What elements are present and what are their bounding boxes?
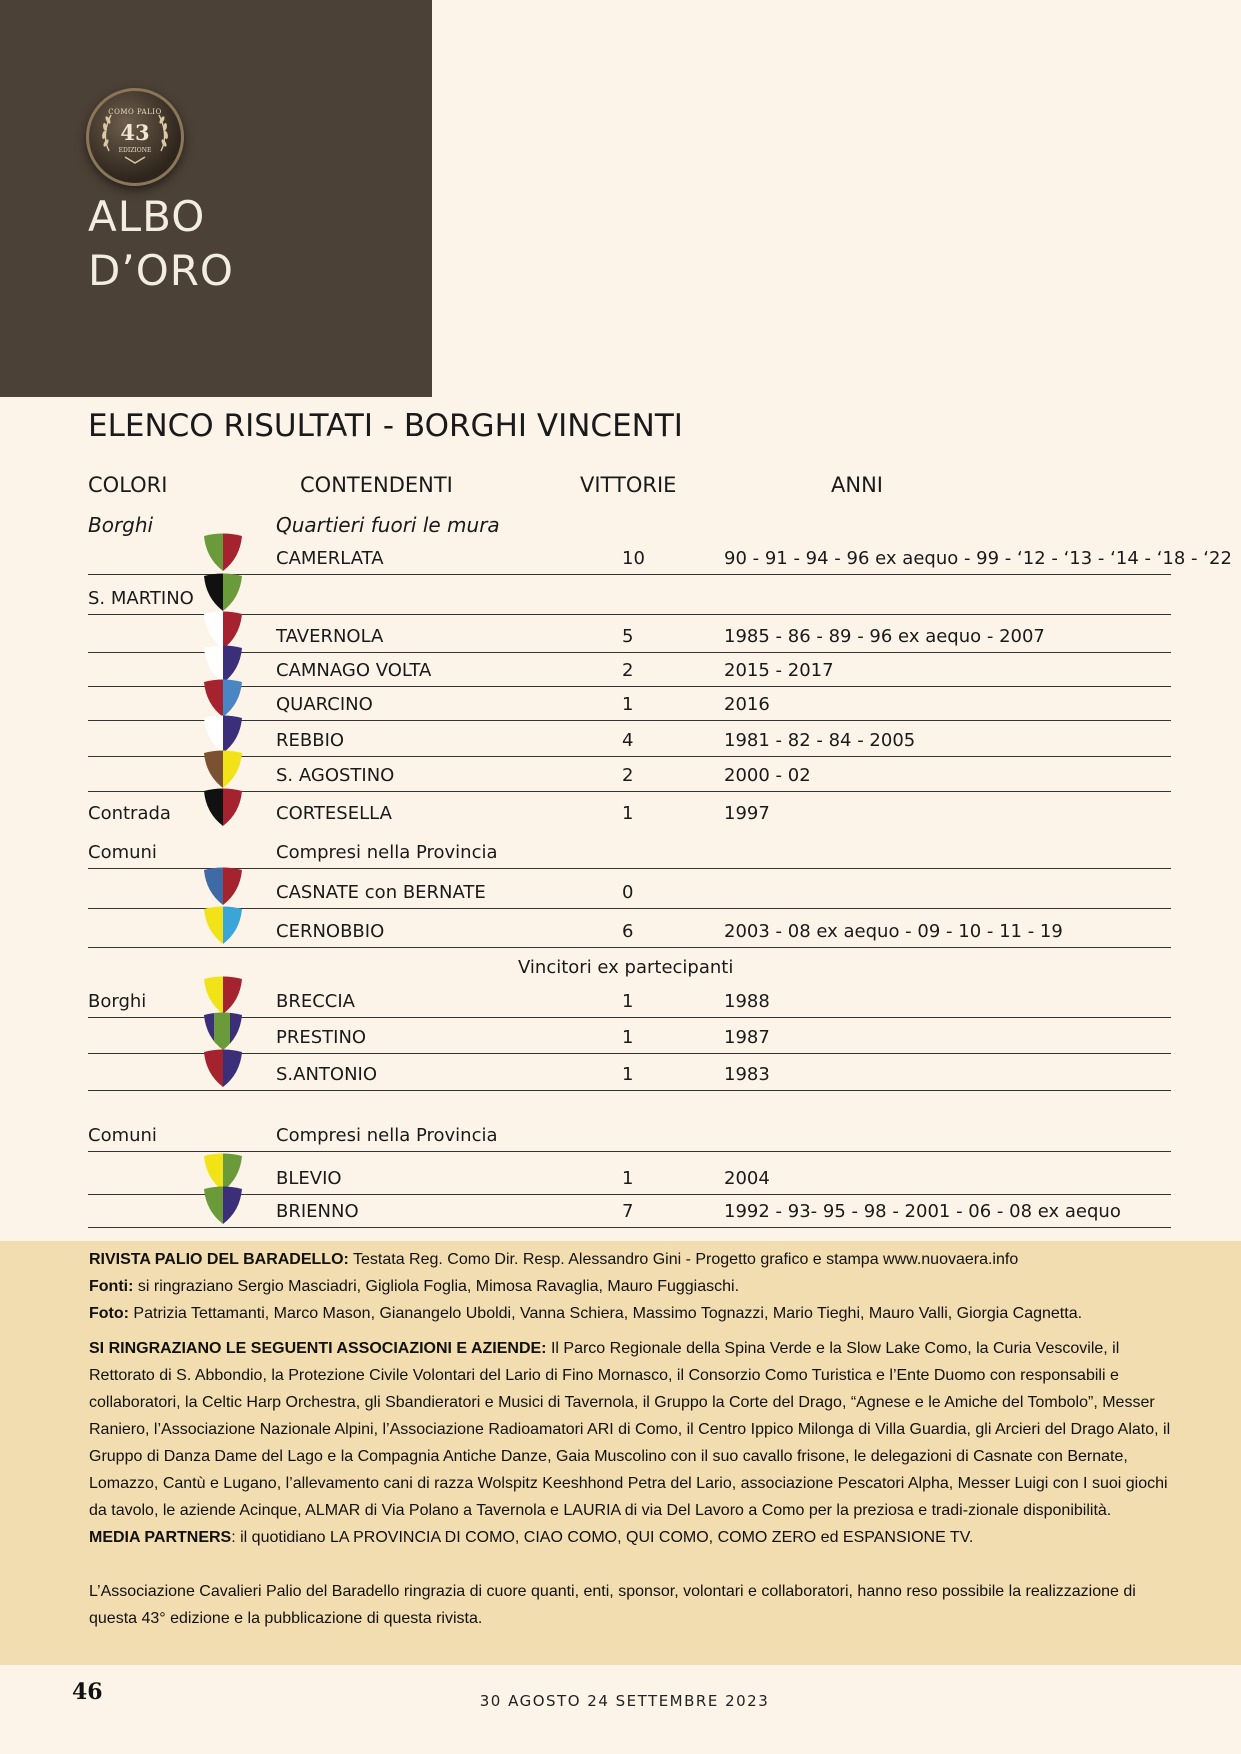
vittorie-count: 10 xyxy=(622,548,645,569)
contendente-name: BRIENNO xyxy=(276,1201,359,1222)
row-label: Comuni xyxy=(88,1125,157,1146)
vittorie-count: 6 xyxy=(622,921,634,942)
borgo-shield-icon xyxy=(202,787,244,827)
contendente-name: CERNOBBIO xyxy=(276,921,385,942)
table-row xyxy=(88,757,1171,792)
table-row xyxy=(88,1117,1171,1152)
anni-list: 90 - 91 - 94 - 96 ex aequo - 99 - ‘12 - ‘13 - ‘14 - ‘18 - ‘22 xyxy=(724,548,1232,569)
medal-bottom-text: EDIZIONE xyxy=(118,147,152,154)
borgo-shield-icon xyxy=(202,749,244,789)
anni-list: 1983 xyxy=(724,1064,770,1085)
table-row xyxy=(88,1019,1171,1054)
table-row xyxy=(88,652,1171,687)
credits-closing: L’Associazione Cavalieri Palio del Baradello ringrazia di cuore quanti, enti, sponsor, volontari e collaboratori, hanno reso possibile la realizzazione di questa 43° edizione e la pubblicazione di questa rivista. xyxy=(89,1583,1136,1627)
table-row xyxy=(88,618,1171,653)
medal-number: 43 xyxy=(120,120,150,145)
contendente-name: QUARCINO xyxy=(276,694,373,715)
vittorie-count: 1 xyxy=(622,991,634,1012)
page-number: 46 xyxy=(72,1679,103,1705)
credits-fonti: Fonti: si ringraziano Sergio Masciadri, Gigliola Foglia, Mimosa Ravaglia, Mauro Fuggiaschi. xyxy=(89,1278,740,1295)
borgo-shield-icon xyxy=(202,1011,244,1051)
anni-list: 2004 xyxy=(724,1168,770,1189)
table-row xyxy=(88,951,1171,985)
borgo-shield-icon xyxy=(202,714,244,754)
credits-media-partners: MEDIA PARTNERS: il quotidiano LA PROVINCIA DI COMO, CIAO COMO, QUI COMO, COMO ZERO ed ESPANSIONE TV. xyxy=(89,1529,974,1546)
borgo-shield-icon xyxy=(202,975,244,1015)
page-title-line1: ALBO xyxy=(88,192,206,241)
page-title xyxy=(88,190,234,298)
borgo-shield-icon xyxy=(202,905,244,945)
anni-list: 2003 - 08 ex aequo - 09 - 10 - 11 - 19 xyxy=(724,921,1063,942)
medal-top-text: COMO PALIO xyxy=(108,108,162,116)
anni-list: 1997 xyxy=(724,803,770,824)
contendente-name: S.ANTONIO xyxy=(276,1064,378,1085)
table-row xyxy=(88,834,1171,869)
column-header-colori: COLORI xyxy=(88,473,168,497)
table-row xyxy=(88,505,1171,539)
contendente-name: S. AGOSTINO xyxy=(276,765,395,786)
row-label: S. MARTINO xyxy=(88,588,194,609)
credits-foto: Foto: Patrizia Tettamanti, Marco Mason, Gianangelo Uboldi, Vanna Schiera, Massimo Tognazzi, Mario Tieghi, Mauro Valli, Giorgia Cagnetta. xyxy=(89,1305,1083,1322)
borgo-shield-icon xyxy=(202,866,244,906)
vittorie-count: 2 xyxy=(622,765,634,786)
column-header-anni: ANNI xyxy=(831,473,883,497)
anni-list: 1981 - 82 - 84 - 2005 xyxy=(724,730,916,751)
borgo-shield-icon xyxy=(202,572,244,612)
contendente-name: PRESTINO xyxy=(276,1027,367,1048)
contendente-name: CORTESELLA xyxy=(276,803,392,824)
table-row xyxy=(88,722,1171,757)
table-row xyxy=(88,1193,1171,1228)
table-row xyxy=(88,1056,1171,1091)
vittorie-count: 1 xyxy=(622,1064,634,1085)
contendente-name: TAVERNOLA xyxy=(276,626,384,647)
contendente-name: Compresi nella Provincia xyxy=(276,842,498,863)
table-row xyxy=(88,686,1171,721)
table-row xyxy=(88,874,1171,909)
section-title: ELENCO RISULTATI - BORGHI VINCENTI xyxy=(88,408,683,444)
anni-list: 2000 - 02 xyxy=(724,765,811,786)
table-row xyxy=(88,1160,1171,1195)
credits-text xyxy=(89,1246,1171,1632)
contendente-name: CAMNAGO VOLTA xyxy=(276,660,432,681)
contendente-name: Quartieri fuori le mura xyxy=(276,513,500,537)
borgo-shield-icon xyxy=(202,678,244,718)
vittorie-count: 1 xyxy=(622,1168,634,1189)
contendente-name: BLEVIO xyxy=(276,1168,342,1189)
credits-ringraziamenti: SI RINGRAZIANO LE SEGUENTI ASSOCIAZIONI E AZIENDE: Il Parco Regionale della Spina Verde e la Slow Lake Como, la Curia Vescovile, il Rettorato di S. Abbondio, la Protezione Civile Volontari del Lario di Fino Mornasco, il Consorzio Como Turistica e l’Ente Duomo con responsabili e collaboratori, la Celtic Harp Orchestra, gli Sbandieratori e Musici di Tavernola, il Gruppo la Corte del Drago, “Agnese e le Amiche del Tombolo”, Messer Raniero, l’Associazione Nazionale Alpini, l’Associazione Radioamatori ARI di Como, il Centro Ippico Milonga di Villa Guardia, gli Arcieri del Drago Alato, il Gruppo di Danza Dame del Lago e la Compagnia Antiche Danze, Gaia Muscolino con il suo cavallo frisone, le delegazioni di Casnate con Bernate, Lomazzo, Cantù e Lugano, l’allevamento cani di razza Wolspitz Keeshhond Petra del Lario, associazione Pescatori Alpha, Messer Luigi con I suoi giochi da tavolo, le aziende Acinque, ALMAR di Via Polano a Tavernola e LAURIA di via Del Lavoro a Como per la preziosa e tradi-zionale disponibilità. xyxy=(89,1340,1171,1519)
row-label: Comuni xyxy=(88,842,157,863)
borgo-shield-icon xyxy=(202,1185,244,1225)
contendente-name: CAMERLATA xyxy=(276,548,384,569)
vittorie-count: 5 xyxy=(622,626,634,647)
table-row xyxy=(88,580,1171,615)
borgo-shield-icon xyxy=(202,1048,244,1088)
borgo-shield-icon xyxy=(202,532,244,572)
row-label: Borghi xyxy=(88,991,147,1012)
anni-list: 1988 xyxy=(724,991,770,1012)
vittorie-count: 1 xyxy=(622,694,634,715)
row-label: Contrada xyxy=(88,803,171,824)
vittorie-count: 7 xyxy=(622,1201,634,1222)
contendente-name: CASNATE con BERNATE xyxy=(276,882,486,903)
anni-list: 1985 - 86 - 89 - 96 ex aequo - 2007 xyxy=(724,626,1045,647)
table-row xyxy=(88,983,1171,1018)
vittorie-count: 1 xyxy=(622,803,634,824)
anni-list: 2016 xyxy=(724,694,770,715)
column-header-vittorie: VITTORIE xyxy=(580,473,677,497)
anni-list: 1992 - 93- 95 - 98 - 2001 - 06 - 08 ex aequo xyxy=(724,1201,1121,1222)
contendente-name: Compresi nella Provincia xyxy=(276,1125,498,1146)
vittorie-count: 2 xyxy=(622,660,634,681)
contendente-name: BRECCIA xyxy=(276,991,355,1012)
column-header-contendenti: CONTENDENTI xyxy=(300,473,453,497)
header-block xyxy=(0,0,432,397)
anni-list: 2015 - 2017 xyxy=(724,660,834,681)
table-row xyxy=(88,913,1171,948)
vittorie-count: 4 xyxy=(622,730,634,751)
table-row xyxy=(88,795,1171,829)
vittorie-count: 0 xyxy=(622,882,634,903)
vittorie-count: 1 xyxy=(622,1027,634,1048)
table-row xyxy=(88,540,1232,575)
credits-rivista: RIVISTA PALIO DEL BARADELLO: Testata Reg. Como Dir. Resp. Alessandro Gini - Progetto grafico e stampa www.nuovaera.info xyxy=(89,1251,1019,1268)
edition-medal xyxy=(86,88,184,186)
anni-list: 1987 xyxy=(724,1027,770,1048)
page-title-line2: D’ORO xyxy=(88,246,234,295)
subsection-heading: Vincitori ex partecipanti xyxy=(518,957,734,978)
row-label: Borghi xyxy=(88,513,154,537)
event-dates: 30 AGOSTO 24 SETTEMBRE 2023 xyxy=(479,1692,770,1710)
contendente-name: REBBIO xyxy=(276,730,345,751)
